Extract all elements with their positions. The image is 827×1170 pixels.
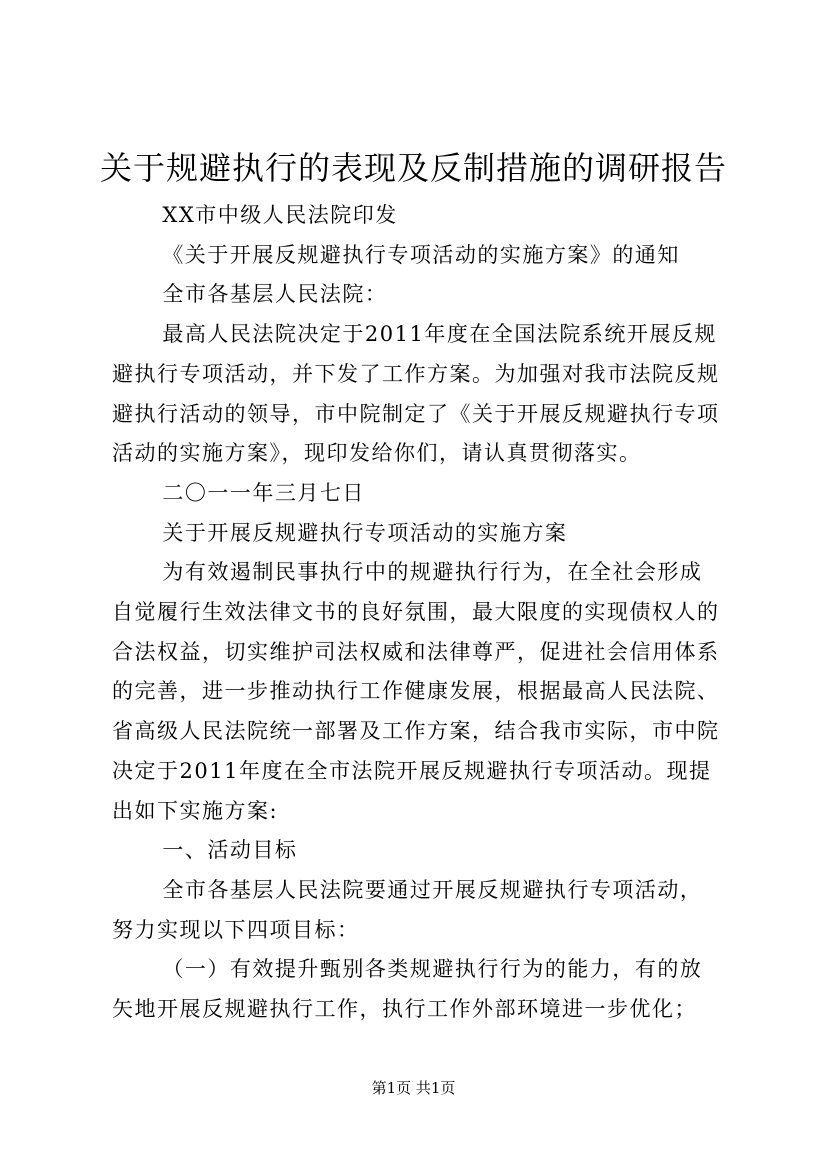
document-body (112, 196, 724, 1030)
body-paragraph: 最高人民法院决定于2011年度在全国法院系统开展反规避执行专项活动，并下发了工作方案。为加强对我市法院反规避执行活动的领导，市中院制定了《关于开展反规避执行专项活动的实施方案》，现印发给你们，请认真贯彻落实。 (112, 322, 720, 466)
body-paragraph: 为有效遏制民事执行中的规避执行行为，在全社会形成自觉履行生效法律文书的良好氛围，最大限度的实现债权人的合法权益，切实维护司法权威和法律尊严，促进社会信用体系的完善，进一步推动执行工作健康发展，根据最高人民法院、省高级人民法院统一部署及工作方案，结合我市实际，市中院决定于2011年度在全市法院开展反规避执行专项活动。现提出如下实施方案: (112, 560, 720, 823)
notice-title: 《关于开展反规避执行专项活动的实施方案》的通知 (162, 242, 680, 267)
list-item: （一）有效提升甄别各类规避执行行为的能力，有的放矢地开展反规避执行工作，执行工作外部环境进一步优化； (112, 957, 703, 1022)
section-title: 关于开展反规避执行专项活动的实施方案 (162, 520, 568, 545)
body-paragraph: 全市各基层人民法院要通过开展反规避执行专项活动，努力实现以下四项目标： (112, 877, 703, 942)
page-footer: 第1页 共1页 (371, 1079, 456, 1097)
issuer-line: XX市中级人民法院印发 (162, 203, 398, 227)
document-title: 关于规避执行的表现及反制措施的调研报告 (99, 149, 727, 187)
addressee: 全市各基层人民法院： (162, 282, 388, 307)
section-heading: 一、活动目标 (162, 838, 298, 863)
date-line: 二〇一一年三月七日 (162, 480, 365, 505)
